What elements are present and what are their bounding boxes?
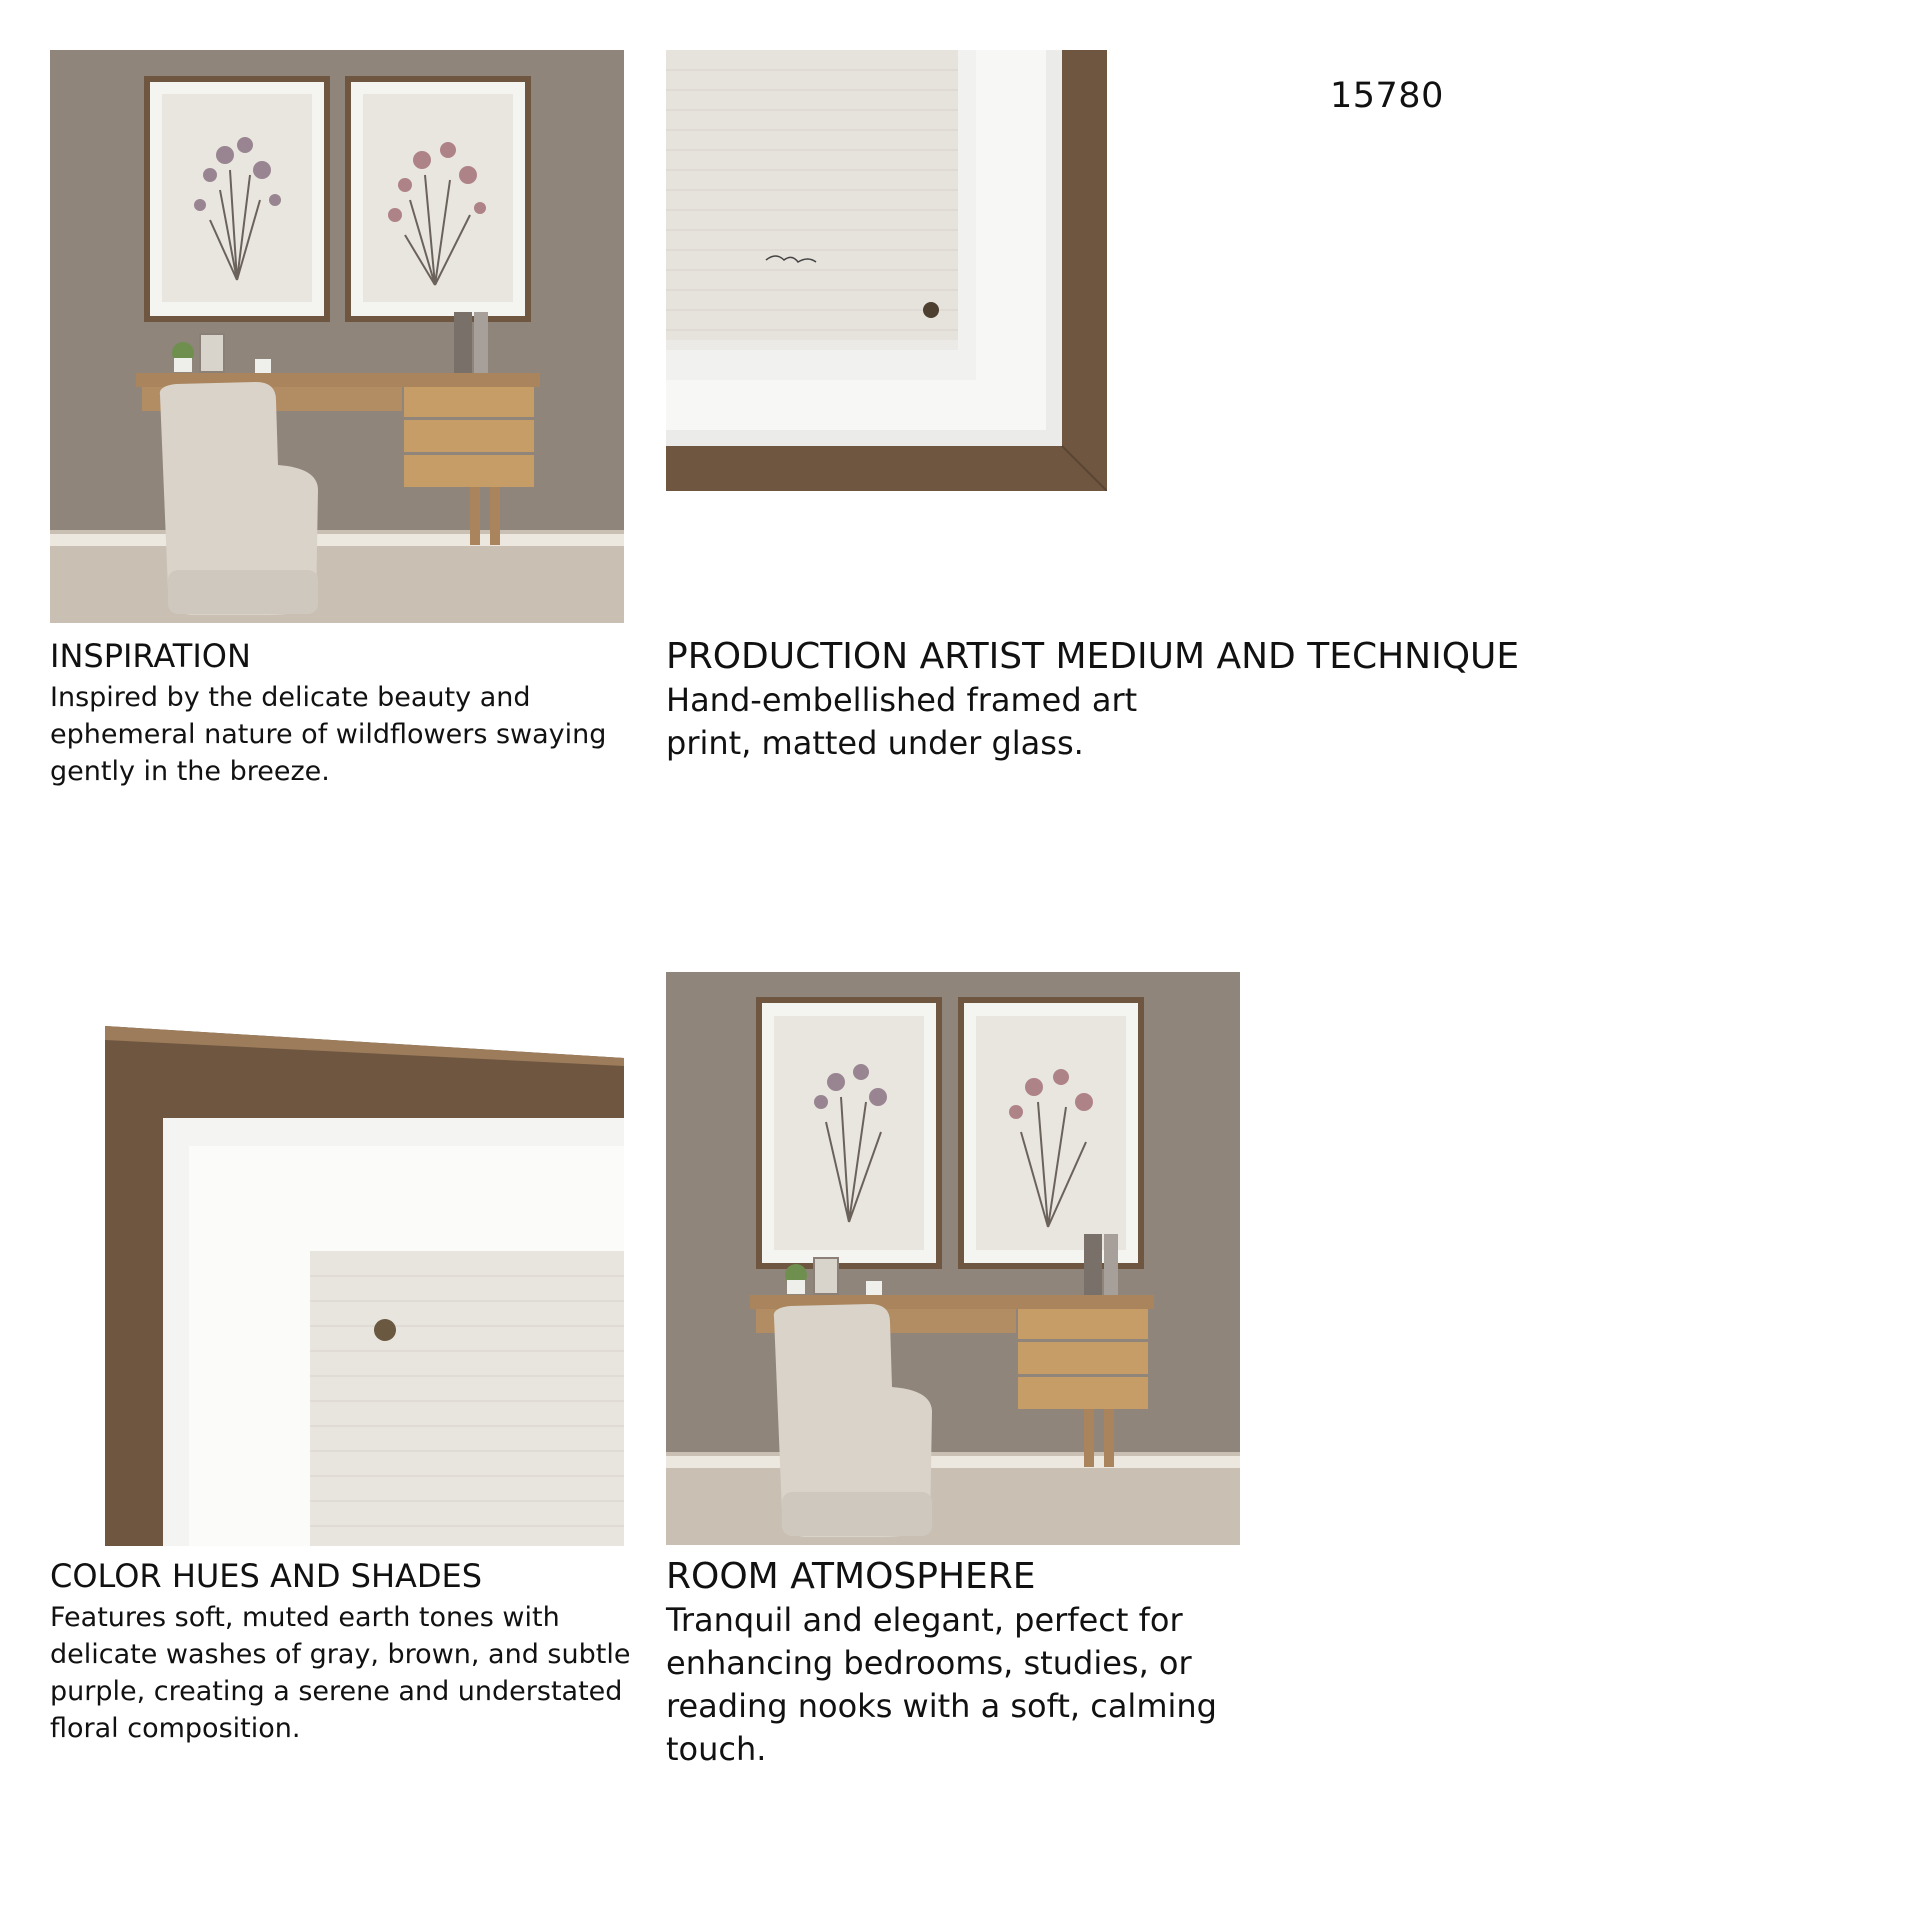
color-body: Features soft, muted earth tones with delicate washes of gray, brown, and subtle purple, creating a serene and understated floral composition. (50, 1601, 631, 1744)
frame-texture-illustration (105, 1026, 624, 1546)
frame-corner-illustration (666, 50, 1107, 491)
framed-print-right (958, 997, 1144, 1269)
room-body: Tranquil and elegant, perfect for enhancing bedrooms, studies, or reading nooks with a soft, calming touch. (666, 1601, 1217, 1769)
inspiration-title: INSPIRATION (50, 637, 251, 675)
color-section (50, 1558, 640, 1747)
inspiration-section (50, 638, 630, 790)
frame-texture-detail-photo (105, 1026, 624, 1546)
room-title: ROOM ATMOSPHERE (666, 1556, 1036, 1597)
room-scene-illustration (50, 50, 624, 623)
room-section (666, 1556, 1226, 1771)
room-atmosphere-illustration (666, 972, 1240, 1545)
inspiration-body: Inspired by the delicate beauty and ephemeral nature of wildflowers swaying gently in the breeze. (50, 681, 607, 787)
framed-print-right (345, 76, 531, 322)
product-sku: 15780 (1330, 76, 1444, 116)
color-title: COLOR HUES AND SHADES (50, 1557, 483, 1595)
production-body: Hand-embellished framed art print, matted under glass. (666, 681, 1138, 763)
production-section (666, 636, 1526, 765)
frame-corner-detail-photo (666, 50, 1107, 491)
framed-print-left (756, 997, 942, 1269)
room-scene-photo (50, 50, 624, 623)
production-title: PRODUCTION ARTIST MEDIUM AND TECHNIQUE (666, 636, 1520, 677)
framed-print-left (144, 76, 330, 322)
room-atmosphere-photo (666, 972, 1240, 1545)
